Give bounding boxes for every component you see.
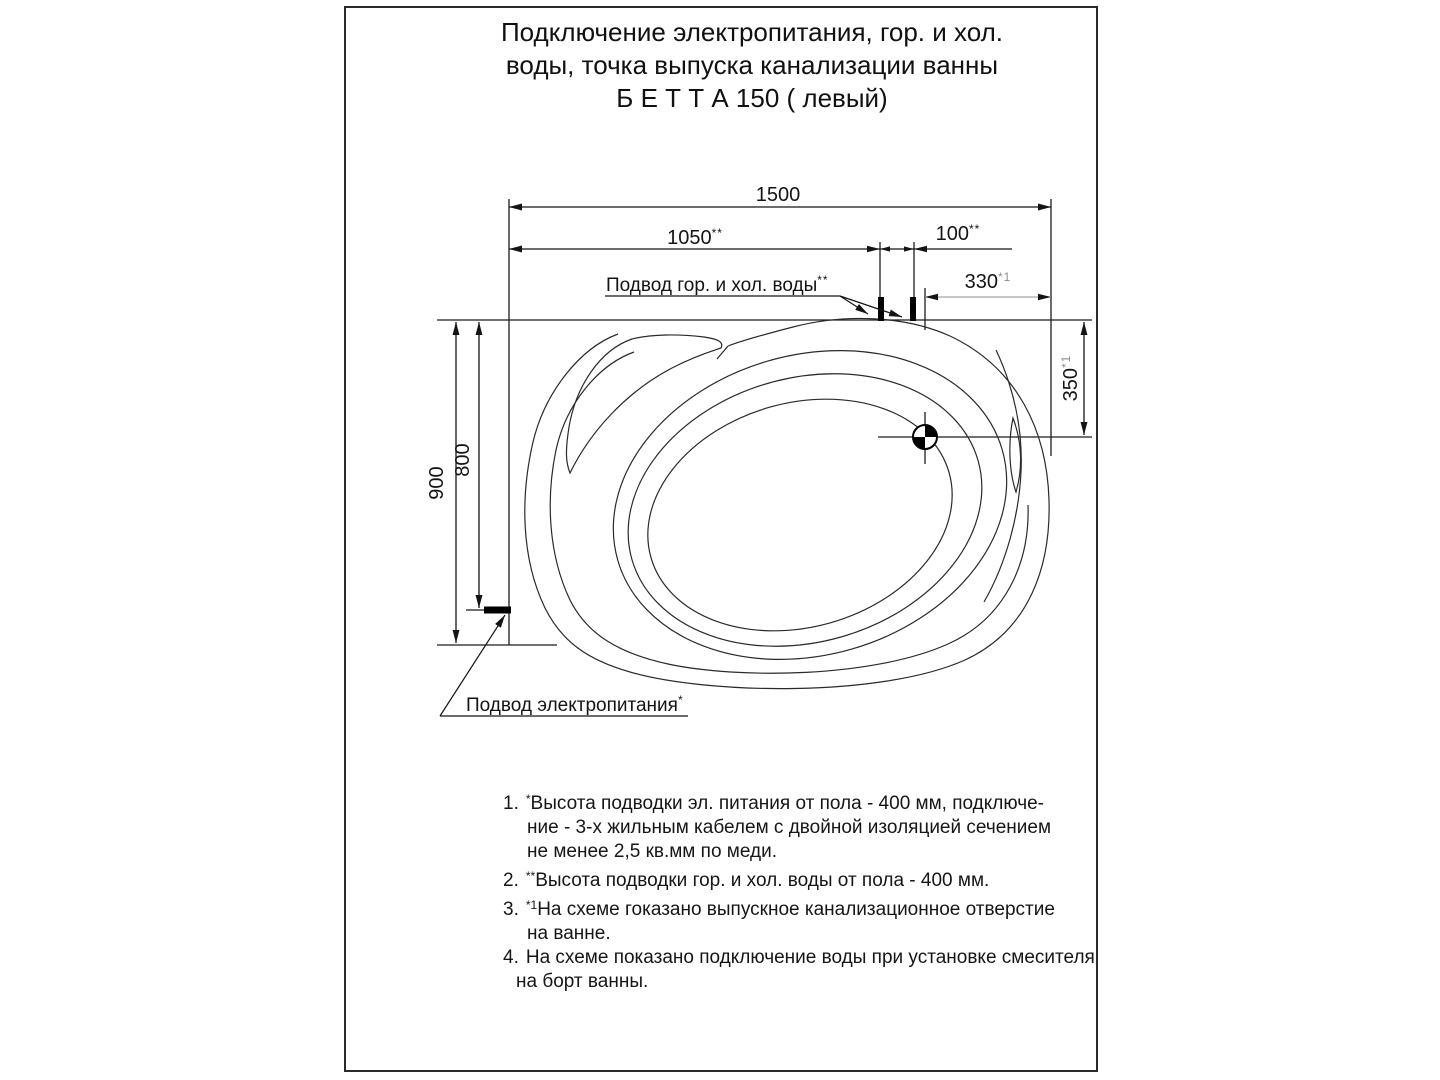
note-2-marker: ** — [525, 869, 536, 883]
water-leader-2 — [840, 296, 902, 317]
rim-band-outer — [576, 306, 1043, 705]
dim-800-value: 800 — [452, 443, 474, 477]
note-3-line-2: на ванне. — [527, 923, 611, 944]
dim-330 — [938, 270, 1038, 294]
note-1-number: 1. — [503, 793, 519, 814]
note-1-line-1 — [503, 787, 1143, 816]
note-1-line-2: ние - 3-х жильным кабелем с двойной изоляцией сечением — [527, 817, 1052, 838]
note-1-text: Высота подводки эл. питания от пола - 400 мм, подключе- — [530, 793, 1044, 814]
water-supply-callout — [606, 273, 829, 297]
dim-900-value: 900 — [426, 466, 448, 500]
drawing-title — [372, 16, 1132, 115]
power-supply-text: Подвод электропитания — [466, 695, 678, 716]
title-line-3: Б Е Т Т А 150 ( левый) — [616, 83, 888, 113]
rim-band-middle — [596, 333, 1015, 686]
dim-1050-value: 1050 — [667, 227, 712, 249]
note-4-line-1 — [503, 946, 1143, 970]
note-4-line-2: на борт ванны. — [516, 971, 649, 992]
dim-1050-marker: ** — [711, 226, 723, 240]
dim-800 — [451, 418, 475, 502]
note-1-line-3: не менее 2,5 кв.мм по меди. — [527, 841, 777, 862]
power-supply-marker: * — [677, 693, 684, 707]
note-4-number: 4. — [503, 947, 519, 968]
dim-100-marker: ** — [969, 222, 981, 236]
dim-350 — [1054, 336, 1082, 420]
basin-inner-oval — [620, 365, 980, 666]
rim-notch — [717, 346, 728, 359]
power-supply-callout — [466, 693, 684, 717]
title-line-2: воды, точка выпуска канализации ванны — [505, 50, 999, 80]
water-leader-1 — [840, 296, 868, 314]
note-1-marker: * — [525, 792, 531, 806]
dim-1500 — [728, 184, 828, 207]
dim-900 — [425, 441, 449, 525]
dim-100-value: 100 — [935, 223, 970, 245]
dim-1500-value: 1500 — [755, 184, 801, 206]
tub-outer-contour — [525, 318, 1049, 688]
connection-points — [484, 297, 937, 610]
overflow-channel-curve — [984, 350, 1021, 602]
dim-100 — [908, 222, 1008, 246]
headrest-crescent — [566, 335, 721, 473]
extension-lines — [437, 199, 1092, 645]
dim-330-marker: *1 — [998, 270, 1012, 284]
tub-inner-wall — [550, 352, 1028, 673]
note-3-text: На схеме гоказано выпускное канализационное отверстие — [537, 899, 1055, 920]
note-3-marker: *1 — [525, 898, 538, 912]
note-2-number: 2. — [503, 870, 519, 891]
notes-list — [503, 787, 1143, 994]
water-supply-text: Подвод гор. и хол. воды — [606, 275, 818, 296]
dim-330-value: 330 — [964, 271, 999, 293]
note-2-line-1 — [503, 864, 1143, 893]
drain-symbol — [913, 425, 937, 449]
dim-1050 — [640, 226, 750, 250]
note-3-number: 3. — [503, 899, 519, 920]
note-4-text: На схеме показано подключение воды при установке смесителя — [525, 947, 1095, 968]
bathtub-outline — [525, 306, 1049, 705]
water-supply-marker: ** — [817, 273, 829, 287]
title-line-1: Подключение электропитания, гор. и хол. — [500, 17, 1003, 47]
note-2-text: Высота подводки гор. и хол. воды от пола - 400 мм. — [535, 870, 990, 891]
note-3-line-1 — [503, 893, 1143, 922]
dim-350-marker: *1 — [1059, 354, 1073, 368]
dim-350-value: 350 — [1060, 367, 1082, 402]
